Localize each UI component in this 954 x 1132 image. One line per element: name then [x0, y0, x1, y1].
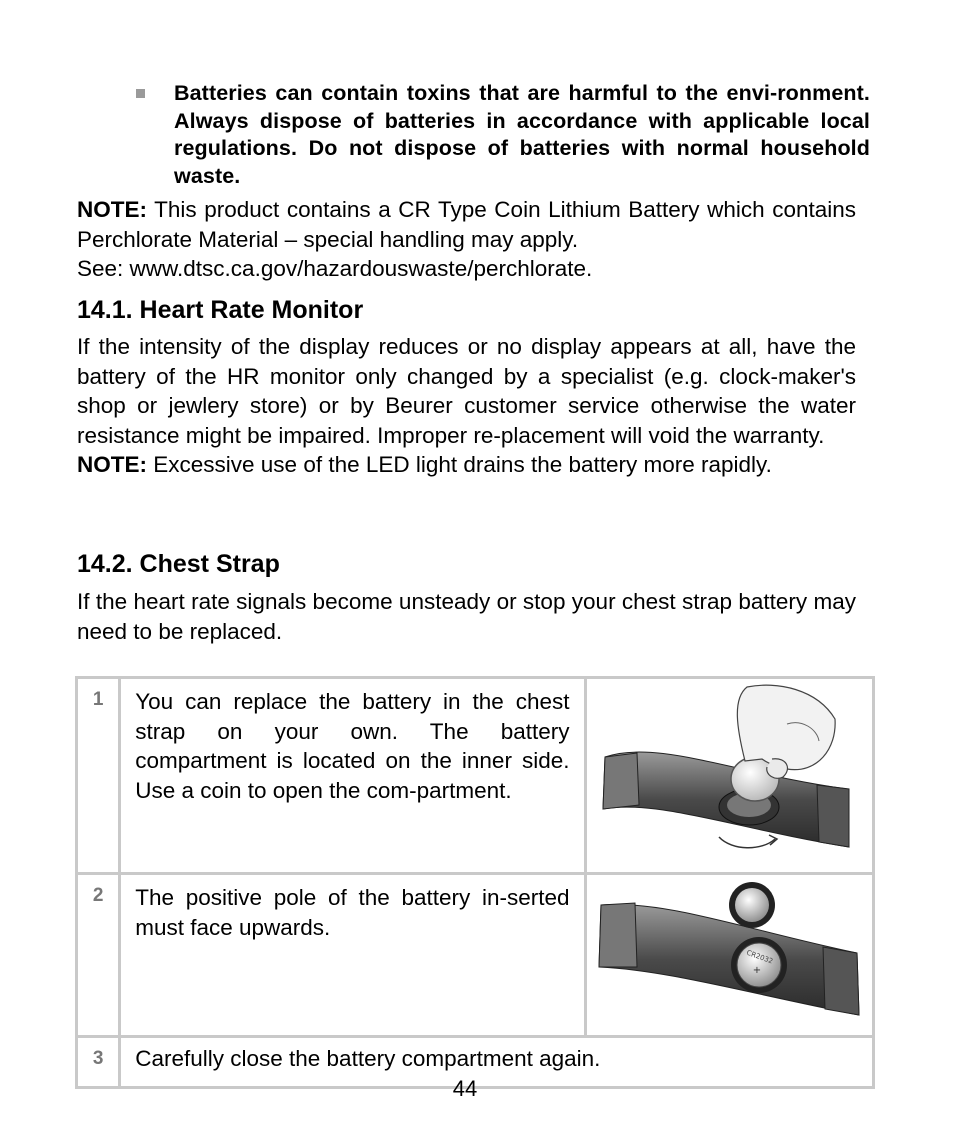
led-note-text: Excessive use of the LED light drains the battery more rapidly.: [147, 452, 772, 477]
step-number: 2: [77, 874, 120, 1037]
battery-plus-label: +: [752, 965, 761, 976]
step-illustration-insert-battery: [585, 874, 873, 1037]
table-row: [77, 874, 874, 1037]
note-url: See: www.dtsc.ca.gov/hazardouswaste/perchlorate.: [77, 256, 593, 281]
steps-table: [75, 676, 875, 1089]
note-text: This product contains a CR Type Coin Lithium Battery which contains Perchlorate Material – special handling may apply.: [77, 197, 856, 252]
step-text: You can replace the battery in the chest strap on your own. The battery compartment is located on the inner side. Use a coin to open the com-partment.: [120, 678, 585, 874]
warning-text: Batteries can contain toxins that are harmful to the envi-ronment. Always dispose of batteries in accordance with applicable local regulations. Do not dispose of batteries with normal household waste.: [174, 81, 870, 188]
section-heading-chest-strap: 14.2. Chest Strap: [77, 550, 280, 578]
battery-warning: [136, 80, 870, 190]
step-illustration-open-compartment: [585, 678, 873, 874]
square-bullet-icon: [136, 89, 145, 98]
chest-strap-body: If the heart rate signals become unsteady or stop your chest strap battery may need to be replaced.: [77, 589, 856, 644]
note-label: NOTE:: [77, 197, 147, 222]
heart-rate-monitor-body: [77, 332, 856, 480]
hr-body-text: If the intensity of the display reduces or no display appears at all, have the battery of the HR monitor only changed by a specialist (e.g. clock-maker's shop or jewlery store) or by Beurer customer service otherwise the water resistance might be impaired. Improper re-placement will void the warranty.: [77, 334, 856, 448]
page-number: 44: [452, 1076, 478, 1101]
step-number: 1: [77, 678, 120, 874]
step-text: Carefully close the battery compartment again.: [120, 1037, 874, 1088]
step-number: 3: [77, 1037, 120, 1088]
table-row: [77, 678, 874, 874]
note-label: NOTE:: [77, 452, 147, 477]
section-heading-heart-rate-monitor: 14.1. Heart Rate Monitor: [77, 296, 364, 324]
step-text: The positive pole of the battery in-serted must face upwards.: [120, 874, 585, 1037]
chest-strap-coin-illustration: [587, 679, 871, 862]
perchlorate-note: [77, 195, 856, 284]
battery-model-label: CR2032: [744, 948, 774, 966]
chest-strap-battery-illustration: [587, 875, 871, 1025]
